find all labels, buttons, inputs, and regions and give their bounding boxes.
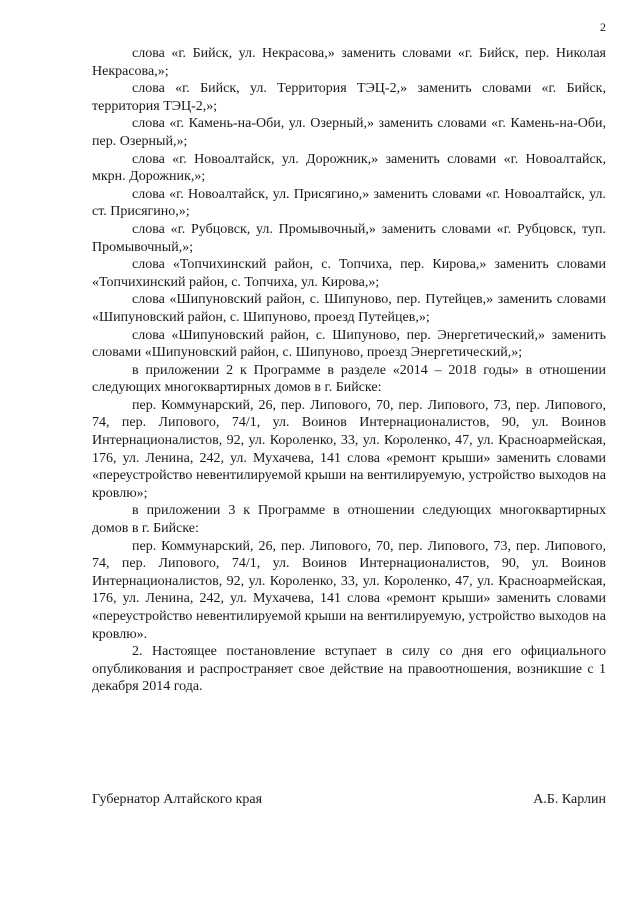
paragraph-13: пер. Коммунарский, 26, пер. Липового, 70, пер. Липового, 73, пер. Липового, 74, пер. Липового, 74/1, ул. Воинов Интернационалистов, 90, ул. Воинов Интернационалистов, 92, ул. Короленко, 33, ул. Короленко, 47, ул. Красноармейская, 176, ул. Ленина, 242, ул. Мухачева, 141 слова «ремонт крыши» заменить словами «переустройство невентилируемой крыши на вентилируемую, устройство выходов на кровлю».: [92, 538, 606, 642]
page-number: 2: [600, 20, 606, 34]
paragraph-6: слова «г. Рубцовск, ул. Промывочный,» заменить словами «г. Рубцовск, туп. Промывочный,»;: [92, 221, 606, 255]
paragraph-5: слова «г. Новоалтайск, ул. Присягино,» заменить словами «г. Новоалтайск, ул. ст. Присягино,»;: [92, 186, 606, 220]
paragraph-9: слова «Шипуновский район, с. Шипуново, пер. Энергетический,» заменить словами «Шипуновский район, с. Шипуново, проезд Энергетический,»;: [92, 327, 606, 361]
paragraph-12: в приложении 3 к Программе в отношении следующих многоквартирных домов в г. Бийске:: [92, 503, 606, 537]
paragraph-7: слова «Топчихинский район, с. Топчиха, пер. Кирова,» заменить словами «Топчихинский район, с. Топчиха, ул. Кирова,»;: [92, 257, 606, 290]
paragraph-4: слова «г. Новоалтайск, ул. Дорожник,» заменить словами «г. Новоалтайск, мкрн. Дорожник,»;: [92, 151, 606, 185]
paragraph-14: 2. Настоящее постановление вступает в силу со дня его официального опубликования и распространяет свое действие на правоотношения, возникшие с 1 декабря 2014 года.: [92, 644, 606, 695]
paragraph-11: пер. Коммунарский, 26, пер. Липового, 70, пер. Липового, 73, пер. Липового, 74, пер. Липового, 74/1, ул. Воинов Интернационалистов, 90, ул. Воинов Интернационалистов, 92, ул. Короленко, 33, ул. Короленко, 47, ул. Красноармейская, 176, ул. Ленина, 242, ул. Мухачева, 141 слова «ремонт крыши» заменить словами «переустройство невентилируемой крыши на вентилируемую, устройство выходов на кровлю»;: [92, 397, 606, 501]
paragraph-1: слова «г. Бийск, ул. Некрасова,» заменить словами «г. Бийск, пер. Николая Некрасова,»;: [92, 46, 606, 79]
paragraph-2: слова «г. Бийск, ул. Территория ТЭЦ-2,» заменить словами «г. Бийск, территория ТЭЦ-2,»;: [92, 81, 606, 114]
document-body: [92, 45, 606, 696]
paragraph-3: слова «г. Камень-на-Оби, ул. Озерный,» заменить словами «г. Камень-на-Оби, пер. Озерный,»;: [92, 116, 606, 149]
paragraph-10: в приложении 2 к Программе в разделе «2014 – 2018 годы» в отношении следующих многоквартирных домов в г. Бийске:: [92, 362, 606, 396]
signatory-name: А.Б. Карлин: [533, 792, 606, 807]
signature-block: [92, 792, 606, 808]
paragraph-8: слова «Шипуновский район, с. Шипуново, пер. Путейцев,» заменить словами «Шипуновский район, с. Шипуново, проезд Путейцев,»;: [92, 292, 606, 325]
signatory-position: Губернатор Алтайского края: [92, 792, 263, 807]
